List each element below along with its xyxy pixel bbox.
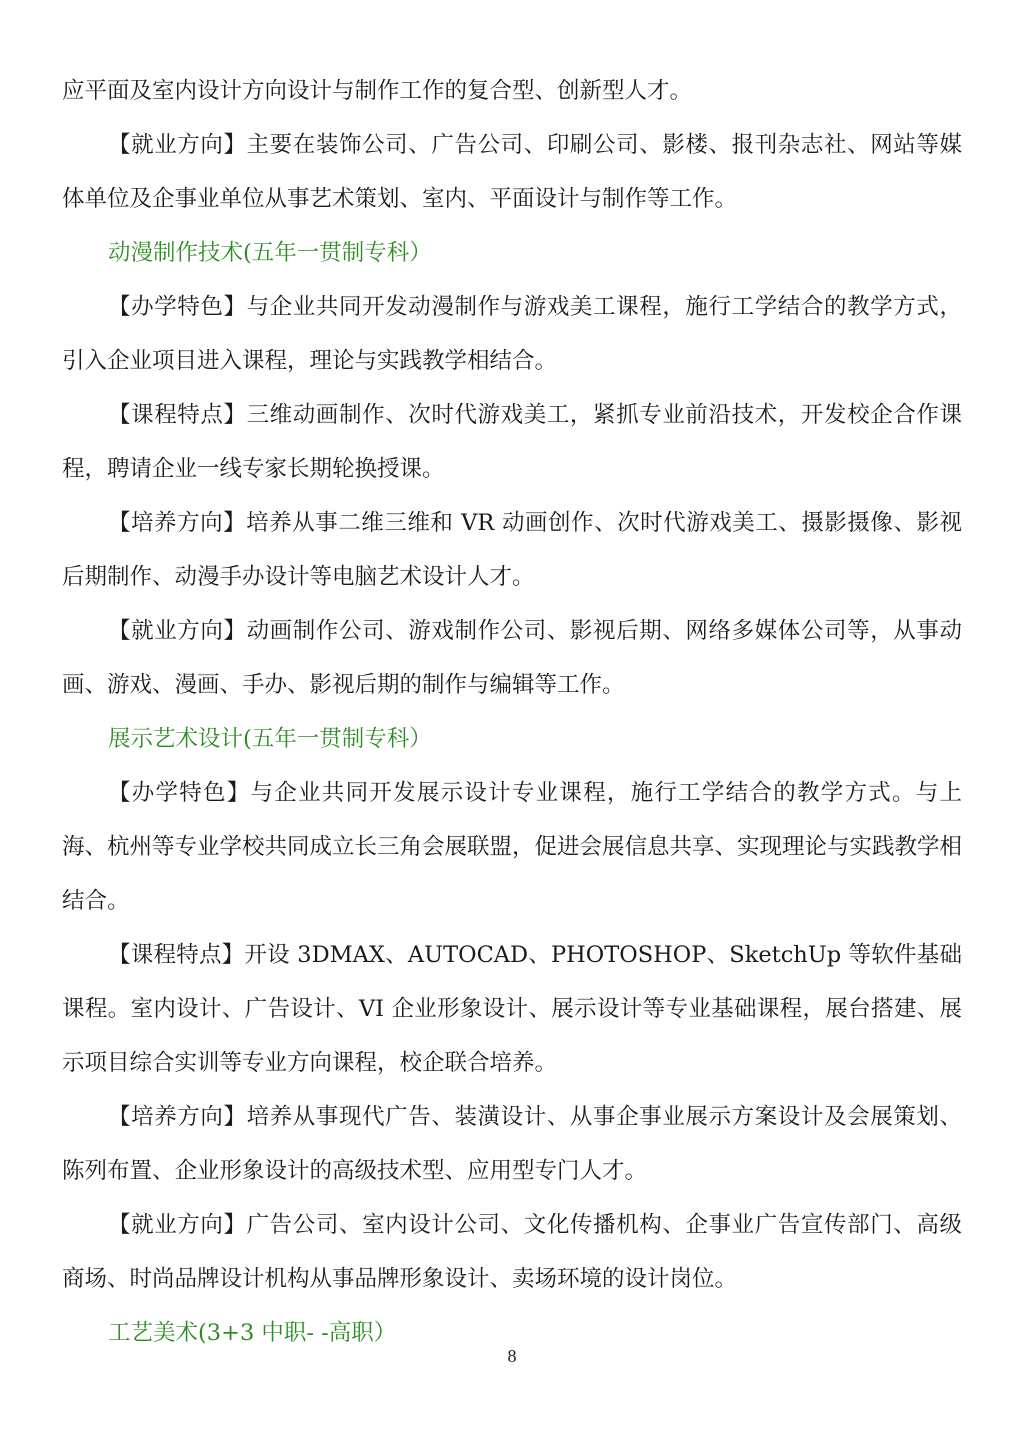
body-paragraph: 【培养方向】培养从事现代广告、装潢设计、从事企事业展示方案设计及会展策划、陈列布置、企业形象设计的高级技术型、应用型专门人才。: [62, 1104, 962, 1184]
body-paragraph: 【就业方向】主要在装饰公司、广告公司、印刷公司、影楼、报刊杂志社、网站等媒体单位及企事业单位从事艺术策划、室内、平面设计与制作等工作。: [62, 132, 962, 212]
section-heading: 动漫制作技术(五年一贯制专科）: [108, 240, 432, 266]
body-paragraph: 【办学特色】与企业共同开发展示设计专业课程，施行工学结合的教学方式。与上海、杭州等专业学校共同成立长三角会展联盟，促进会展信息共享、实现理论与实践教学相结合。: [62, 780, 963, 914]
body-paragraph: 【就业方向】广告公司、室内设计公司、文化传播机构、企事业广告宣传部门、高级商场、时尚品牌设计机构从事品牌形象设计、卖场环境的设计岗位。: [62, 1212, 962, 1292]
body-paragraph: 【办学特色】与企业共同开发动漫制作与游戏美工课程，施行工学结合的教学方式，引入企业项目进入课程，理论与实践教学相结合。: [62, 294, 962, 374]
body-paragraph: 【培养方向】培养从事二维三维和 VR 动画创作、次时代游戏美工、摄影摄像、影视后期制作、动漫手办设计等电脑艺术设计人才。: [62, 510, 962, 590]
section-heading: 展示艺术设计(五年一贯制专科）: [108, 726, 432, 752]
section-heading: 工艺美术(3+3 中职- -高职）: [108, 1320, 397, 1346]
page-number: 8: [507, 1346, 517, 1366]
body-paragraph: 应平面及室内设计方向设计与制作工作的复合型、创新型人才。: [62, 78, 693, 104]
document-body: [62, 64, 962, 1360]
body-paragraph: 【课程特点】开设 3DMAX、AUTOCAD、PHOTOSHOP、SketchUp 等软件基础课程。室内设计、广告设计、VI 企业形象设计、展示设计等专业基础课程，展台搭建、展示项目综合实训等专业方向课程，校企联合培养。: [62, 942, 962, 1076]
body-paragraph: 【课程特点】三维动画制作、次时代游戏美工，紧抓专业前沿技术，开发校企合作课程，聘请企业一线专家长期轮换授课。: [62, 402, 962, 482]
body-paragraph: 【就业方向】动画制作公司、游戏制作公司、影视后期、网络多媒体公司等，从事动画、游戏、漫画、手办、影视后期的制作与编辑等工作。: [62, 618, 962, 698]
